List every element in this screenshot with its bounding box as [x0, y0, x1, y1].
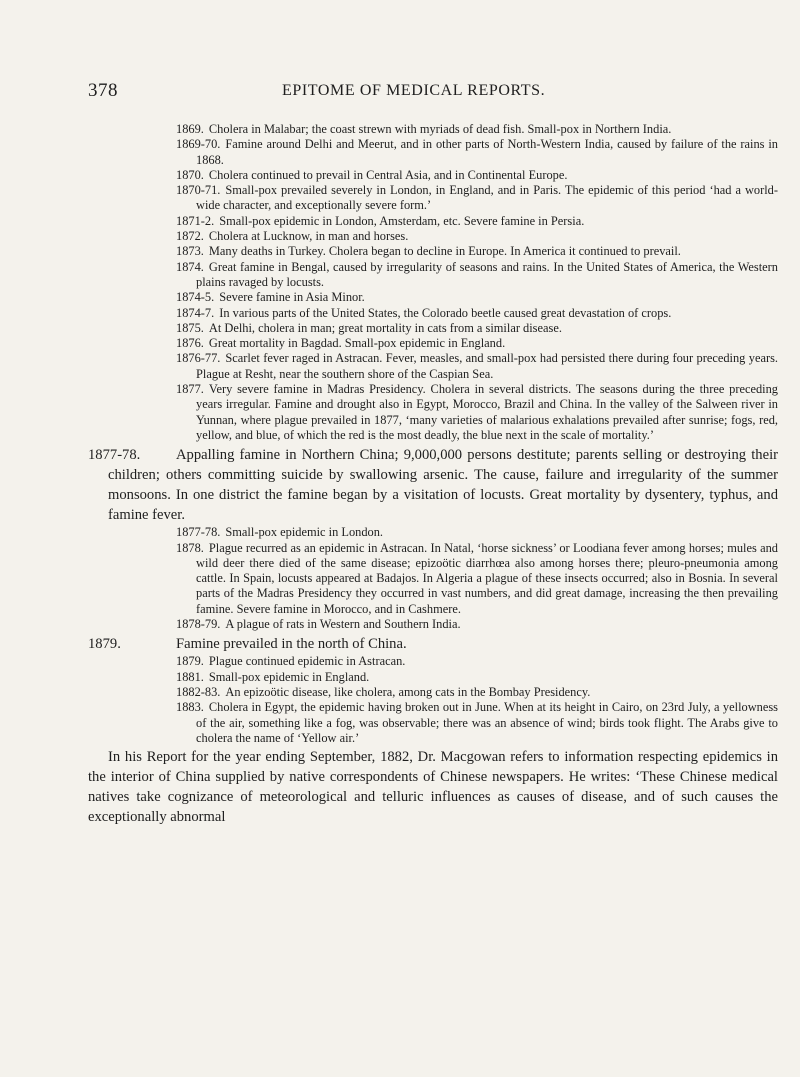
entry-year: 1877-78.	[88, 447, 141, 464]
entry-year: 1882-83.	[176, 684, 221, 699]
entry-text: Great famine in Bengal, caused by irregularity of seasons and rains. In the United States of America, the Western plains ravaged by locusts.	[196, 259, 778, 289]
chronology-entry	[176, 685, 778, 700]
chronology-entry	[176, 525, 778, 540]
entry-text: Very severe famine in Madras Presidency. Cholera in several districts. The seasons during the three preceding years irregular. Famine and drought also in Egypt, Morocco, Brazil and China. In the valley of the Salween river in Yunnan, where plague prevailed in 1877, ‘many varieties of malarious exhalations prevailed after sunrise; fogs, red, yellow, and blue, of which the red is the most deadly, the blue next in the scale of mortality.’	[196, 382, 778, 442]
entry-year: 1878.	[176, 540, 204, 555]
entry-text: Many deaths in Turkey. Cholera began to decline in Europe. In America it continued to prevail.	[208, 244, 681, 259]
entry-year: 1870-71.	[176, 183, 221, 198]
entry-year: 1869-70.	[176, 137, 221, 152]
entry-text: Small-pox prevailed severely in London, in England, and in Paris. The epidemic of this period ‘had a world-wide character, and exceptionally severe form.’	[196, 183, 778, 213]
running-head: EPITOME OF MEDICAL REPORTS.	[282, 82, 546, 99]
page-number: 378	[88, 80, 118, 101]
entry-text: Plague continued epidemic in Astracan.	[208, 654, 406, 669]
entry-year: 1878-79.	[176, 617, 221, 632]
chronology-entry	[176, 654, 778, 669]
chronology-list-c	[88, 654, 778, 746]
entry-text: Famine prevailed in the north of China.	[176, 636, 407, 653]
entry-year: 1875.	[176, 320, 204, 335]
entry-text: Famine around Delhi and Meerut, and in other parts of North-Western India, caused by failure of the rains in 1868.	[196, 137, 778, 167]
entry-text: Small-pox epidemic in England.	[208, 669, 370, 684]
chronology-entry	[176, 382, 778, 443]
entry-year: 1877.	[176, 382, 204, 397]
chronology-entry	[176, 700, 778, 746]
entry-text: Small-pox epidemic in London, Amsterdam, etc. Severe famine in Persia.	[219, 213, 585, 228]
entry-text: At Delhi, cholera in man; great mortality in cats from a similar disease.	[208, 320, 562, 335]
chronology-entry	[176, 183, 778, 214]
entry-year: 1871-2.	[176, 213, 215, 228]
entry-year: 1879.	[88, 636, 121, 653]
chronology-entry	[176, 260, 778, 291]
entry-1879-famine	[88, 634, 778, 654]
chronology-entry	[176, 306, 778, 321]
entry-1877-78-famine	[88, 445, 778, 525]
chronology-entry	[176, 122, 778, 137]
chronology-entry	[176, 137, 778, 168]
entry-text: Scarlet fever raged in Astracan. Fever, measles, and small-pox had persisted there during four preceding years. Plague at Resht, near the southern shore of the Caspian Sea.	[196, 351, 778, 381]
entry-year: 1873.	[176, 244, 204, 259]
entry-text: Cholera in Malabar; the coast strewn with myriads of dead fish. Small-pox in Northern India.	[208, 122, 672, 136]
chronology-list-b	[88, 525, 778, 632]
entry-year: 1874-7.	[176, 305, 215, 320]
entry-text: Cholera at Lucknow, in man and horses.	[208, 229, 409, 244]
body-text	[88, 122, 778, 827]
chronology-list-a	[88, 122, 778, 443]
chronology-entry	[176, 541, 778, 617]
entry-text: Great mortality in Bagdad. Small-pox epidemic in England.	[208, 336, 506, 351]
closing-text: In his Report for the year ending September, 1882, Dr. Macgowan refers to information respecting epidemics in the interior of China supplied by native correspondents of Chinese newspapers. He writes: ‘These Chinese medical natives take cognizance of meteorological and telluric influences as causes of disease, and of such causes the exceptionally abnormal	[88, 749, 778, 826]
entry-text: Plague recurred as an epidemic in Astracan. In Natal, ‘horse sickness’ or Loodiana fever among horses; mules and wild deer there died of the same disease; epizoötic diarrhœa also among horses there; pleuro-pneumonia among cattle. In Spain, locusts appeared at Badajos. In Algeria a plague of these insects occurred; also in Bosnia. In several parts of the Madras Presidency they occurred in vast numbers, and did great damage, increasing the then prevailing famine. Severe famine in Morocco, and in Cashmere.	[196, 540, 778, 616]
entry-year: 1869.	[176, 122, 204, 136]
entry-text: Severe famine in Asia Minor.	[219, 290, 365, 305]
entry-year: 1883.	[176, 700, 204, 715]
entry-text: Cholera continued to prevail in Central Asia, and in Continental Europe.	[208, 167, 568, 182]
page-header	[0, 80, 800, 108]
entry-year: 1879.	[176, 654, 204, 669]
entry-text: Appalling famine in Northern China; 9,000,000 persons destitute; parents selling or destroying their children; others committing suicide by swallowing arsenic. The cause, failure and irregularity of the summer monsoons. In one district the famine began by a visitation of locusts. Great mortality by dysentery, typhus, and famine fever.	[108, 447, 778, 524]
entry-text: In various parts of the United States, the Colorado beetle caused great devastation of crops.	[219, 305, 672, 320]
chronology-entry	[176, 168, 778, 183]
entry-year: 1876.	[176, 336, 204, 351]
closing-paragraph	[88, 747, 778, 827]
entry-year: 1874.	[176, 259, 204, 274]
chronology-entry	[176, 670, 778, 685]
chronology-entry	[176, 229, 778, 244]
entry-year: 1881.	[176, 669, 204, 684]
chronology-entry	[176, 290, 778, 305]
entry-text: Cholera in Egypt, the epidemic having broken out in June. When at its height in Cairo, on 23rd July, a yellowness of the air, something like a fog, was observable; there was an absence of wind; birds took flight. The Arabs give to cholera the name of ‘Yellow air.’	[196, 700, 778, 745]
chronology-entry	[176, 244, 778, 259]
chronology-entry	[176, 321, 778, 336]
entry-year: 1874-5.	[176, 290, 215, 305]
entry-text: An epizoötic disease, like cholera, among cats in the Bombay Presidency.	[225, 684, 591, 699]
entry-year: 1870.	[176, 167, 204, 182]
entry-year: 1877-78.	[176, 525, 221, 540]
chronology-entry	[176, 336, 778, 351]
entry-year: 1876-77.	[176, 351, 221, 366]
chronology-entry	[176, 214, 778, 229]
entry-year: 1872.	[176, 229, 204, 244]
chronology-entry	[176, 351, 778, 382]
chronology-entry	[176, 617, 778, 632]
entry-text: Small-pox epidemic in London.	[225, 525, 384, 540]
entry-text: A plague of rats in Western and Southern India.	[225, 617, 461, 632]
